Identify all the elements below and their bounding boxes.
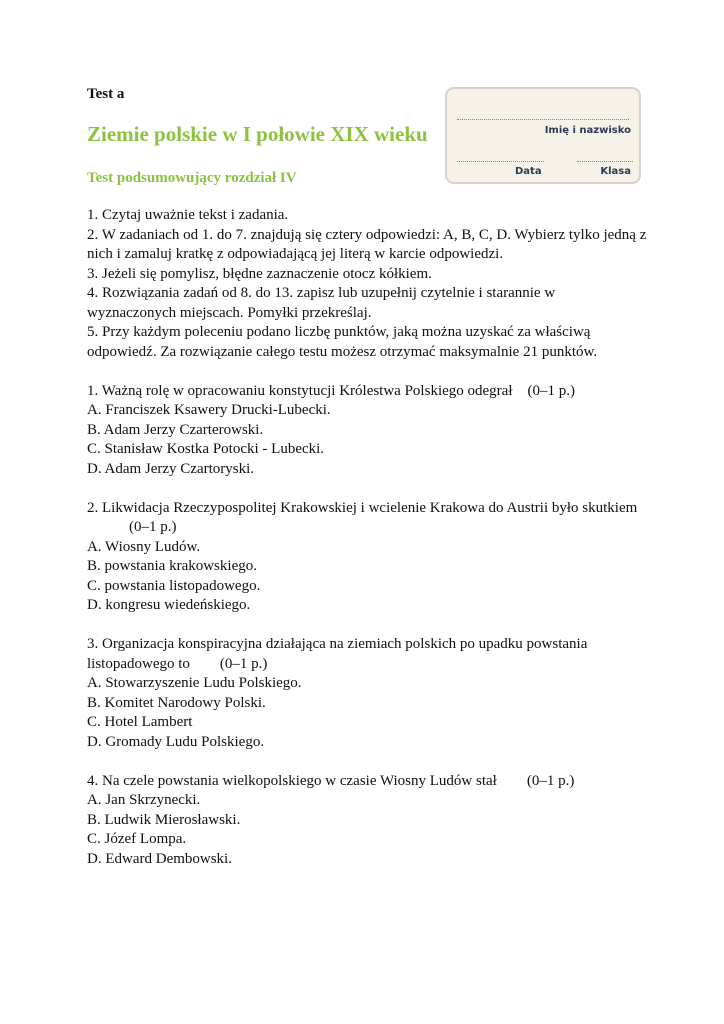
date-label: Data (515, 166, 542, 177)
class-line (577, 161, 633, 162)
question-points: (0–1 p.) (526, 772, 575, 789)
student-info-box (445, 87, 641, 184)
answer-option: B. Ludwik Mierosławski. (87, 811, 241, 828)
test-variant-label: Test a (87, 86, 125, 102)
test-content (87, 206, 647, 869)
question-stem: 1. Ważną rolę w opracowaniu konstytucji Królestwa Polskiego odegrał (0–1 p.) (87, 382, 575, 399)
page-subtitle: Test podsumowujący rozdział IV (87, 170, 297, 186)
question-stem: 3. Organizacja konspiracyjna działająca na ziemiach polskich po upadku powstania (87, 636, 588, 652)
instruction-item: 1. Czytaj uważnie tekst i zadania. (87, 207, 289, 223)
date-line (457, 161, 544, 162)
question-stem: 2. Likwidacja Rzeczypospolitej Krakowskiej i wcielenie Krakowa do Austrii było skutkiem (87, 499, 638, 516)
question-4 (87, 772, 647, 870)
answer-option: B. Adam Jerzy Czarterowski. (87, 421, 264, 438)
answer-option: A. Jan Skrzynecki. (87, 792, 201, 808)
answer-option: D. kongresu wiedeńskiego. (87, 597, 251, 613)
answer-option: D. Edward Dembowski. (87, 850, 232, 867)
question-points: (0–1 p.) (219, 655, 268, 672)
instruction-item: 5. Przy każdym poleceniu podano liczbę punktów, jaką można uzyskać za właściwą odpowiedź. Za rozwiązanie całego testu możesz otrzymać maksymalnie 21 punktów. (87, 324, 598, 360)
answer-option: C. Józef Lompa. (87, 831, 187, 847)
instructions (87, 206, 647, 362)
name-label: Imię i nazwisko (544, 125, 631, 136)
question-2 (87, 499, 647, 616)
question-points: (0–1 p.) (129, 519, 177, 535)
answer-option: A. Franciszek Ksawery Drucki-Lubecki. (87, 402, 331, 418)
answer-option: C. Hotel Lambert (87, 714, 193, 730)
instruction-item: 2. W zadaniach od 1. do 7. znajdują się cztery odpowiedzi: A, B, C, D. Wybierz tylko jedną z nich i zamaluj kratkę z odpowiadającą jej literą w karcie odpowiedzi. (87, 226, 647, 262)
question-1 (87, 382, 647, 480)
answer-option: D. Gromady Ludu Polskiego. (87, 733, 265, 750)
question-stem: 4. Na czele powstania wielkopolskiego w czasie Wiosny Ludów stał (0–1 p.) (87, 772, 575, 789)
answer-option: A. Wiosny Ludów. (87, 538, 201, 555)
page-title: Ziemie polskie w I połowie XIX wieku (87, 122, 428, 146)
answer-option: D. Adam Jerzy Czartoryski. (87, 460, 255, 477)
answer-option: B. Komitet Narodowy Polski. (87, 694, 266, 711)
instruction-item: 3. Jeżeli się pomylisz, błędne zaznaczenie otocz kółkiem. (87, 265, 432, 282)
question-points: (0–1 p.) (527, 382, 575, 399)
instruction-item: 4. Rozwiązania zadań od 8. do 13. zapisz lub uzupełnij czytelnie i starannie w wyznaczonych miejscach. Pomyłki przekreślaj. (87, 285, 556, 321)
question-stem-continued: listopadowego to (0–1 p.) (87, 655, 268, 672)
class-label: Klasa (600, 166, 631, 177)
answer-option: C. powstania listopadowego. (87, 577, 261, 594)
name-line (457, 119, 629, 120)
answer-option: B. powstania krakowskiego. (87, 558, 257, 574)
question-3 (87, 635, 647, 752)
answer-option: C. Stanisław Kostka Potocki - Lubecki. (87, 441, 325, 457)
answer-option: A. Stowarzyszenie Ludu Polskiego. (87, 675, 302, 691)
